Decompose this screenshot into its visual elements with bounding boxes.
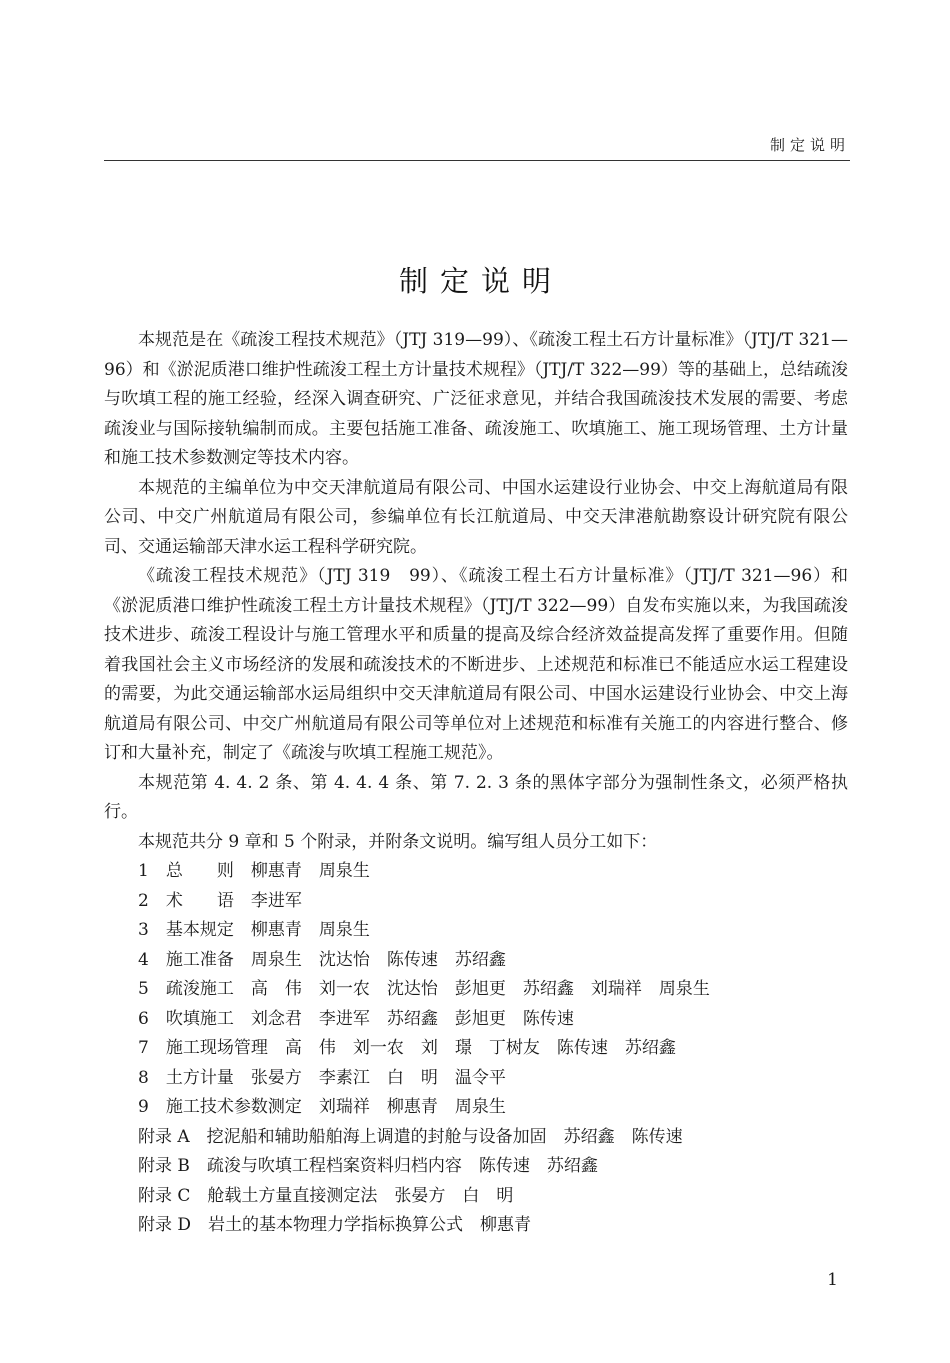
page-number: 1 <box>827 1270 838 1290</box>
page-title: 制定说明 <box>398 264 563 298</box>
list-item: 5 疏浚施工 高 伟 刘一农 沈达怡 彭旭更 苏绍鑫 刘瑞祥 周泉生 <box>138 979 710 999</box>
list-item: 2 术 语 李进军 <box>138 890 302 911</box>
list-item: 附录 B 疏浚与吹填工程档案资料归档内容 陈传速 苏绍鑫 <box>138 1156 598 1176</box>
list-item: 3 基本规定 柳惠青 周泉生 <box>138 920 370 940</box>
body-text <box>104 326 848 1241</box>
header-rule <box>104 160 850 161</box>
authors-list <box>104 857 848 1241</box>
paragraph-4: 本规范第 4. 4. 2 条、第 4. 4. 4 条、第 7. 2. 3 条的黑体字部分为强制性条文，必须严格执行。 <box>104 772 848 822</box>
running-head: 制定说明 <box>769 136 850 154</box>
list-item: 6 吹填施工 刘念君 李进军 苏绍鑫 彭旭更 陈传速 <box>138 1008 574 1029</box>
list-item: 附录 A 挖泥船和辅助船舶海上调遣的封舱与设备加固 苏绍鑫 陈传速 <box>138 1126 683 1147</box>
list-item: 7 施工现场管理 高 伟 刘一农 刘 璟 丁树友 陈传速 苏绍鑫 <box>138 1038 676 1058</box>
list-item: 附录 D 岩土的基本物理力学指标换算公式 柳惠青 <box>138 1215 532 1235</box>
list-item: 附录 C 舱载土方量直接测定法 张晏方 白 明 <box>138 1185 514 1206</box>
paragraph-2: 本规范的主编单位为中交天津航道局有限公司、中国水运建设行业协会、中交上海航道局有限公司、中交广州航道局有限公司，参编单位有长江航道局、中交天津港航勘察设计研究院有限公司、交通运输部天津水运工程科学研究院。 <box>104 477 848 557</box>
list-item: 1 总 则 柳惠青 周泉生 <box>138 861 370 881</box>
list-item: 4 施工准备 周泉生 沈达怡 陈传速 苏绍鑫 <box>138 949 506 970</box>
division-intro: 本规范共分 9 章和 5 个附录，并附条文说明。编写组人员分工如下： <box>138 831 658 852</box>
paragraph-3: 《疏浚工程技术规范》（JTJ 319 99）、《疏浚工程土石方计量标准》（JTJ/T 321—96）和《淤泥质港口维护性疏浚工程土方计量技术规程》（JTJ/T 322—99）自发布实施以来，为我国疏浚技术进步、疏浚工程设计与施工管理水平和质量的提高及综合经济效益提高发挥了重要作用。但随着我国社会主义市场经济的发展和疏浚技术的不断进步、上述规范和标准已不能适应水运工程建设的需要，为此交通运输部水运局组织中交天津航道局有限公司、中国水运建设行业协会、中交上海航道局有限公司、中交广州航道局有限公司等单位对上述规范和标准有关施工的内容进行整合、修订和大量补充，制定了《疏浚与吹填工程施工规范》。 <box>104 566 848 763</box>
list-item: 9 施工技术参数测定 刘瑞祥 柳惠青 周泉生 <box>138 1097 506 1117</box>
list-item: 8 土方计量 张晏方 李素江 白 明 温令平 <box>138 1067 506 1088</box>
paragraph-1: 本规范是在《疏浚工程技术规范》（JTJ 319—99）、《疏浚工程土石方计量标准》（JTJ/T 321—96）和《淤泥质港口维护性疏浚工程土方计量技术规程》（JTJ/T 322—99）等的基础上，总结疏浚与吹填工程的施工经验，经深入调查研究、广泛征求意见，并结合我国疏浚技术发展的需要、考虑疏浚业与国际接轨编制而成。主要包括施工准备、疏浚施工、吹填施工、施工现场管理、土方计量和施工技术参数测定等技术内容。 <box>104 330 848 468</box>
